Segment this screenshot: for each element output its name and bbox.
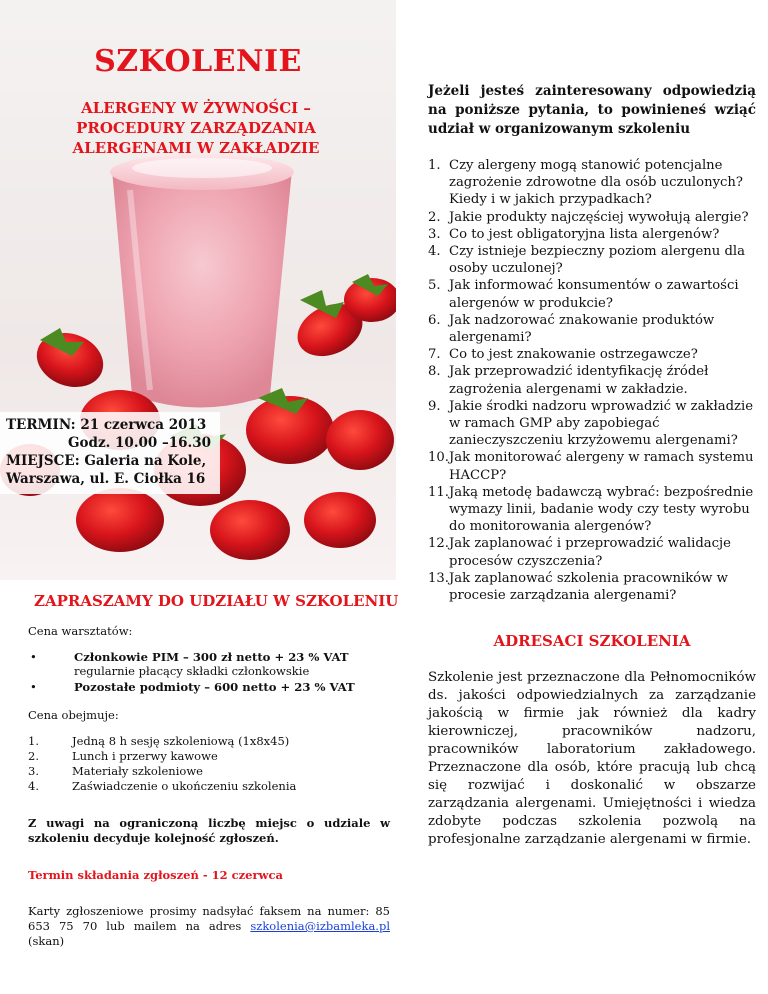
contact-suffix: (skan): [28, 934, 65, 948]
question-item: [428, 209, 756, 226]
question-text: Jakie środki nadzoru wprowadzić w zakładzie w ramach GMP aby zapobiegać zanieczyszczeniu krzyżowemu alergenami?: [449, 398, 754, 449]
question-item: [428, 449, 756, 483]
fee-item: [28, 680, 390, 694]
question-item: [428, 312, 756, 346]
includes-item: [28, 734, 390, 749]
includes-number: 1.: [28, 734, 39, 748]
event-date: TERMIN: 21 czerwca 2013: [6, 417, 207, 433]
question-text: Co to jest znakowanie ostrzegawcze?: [449, 347, 698, 363]
questions-list: [428, 157, 756, 604]
question-number: 2.: [428, 209, 441, 225]
includes-item: [28, 779, 390, 794]
question-text: Jaką metodę badawczą wybrać: bezpośrednie wymazy linii, badanie wody czy testy wyrobu do monitorowania alergenów?: [449, 484, 754, 535]
question-number: 3.: [428, 226, 441, 242]
email-link[interactable]: szkolenia@izbamleka.pl: [250, 919, 390, 933]
event-address: Warszawa, ul. E. Ciołka 16: [6, 471, 206, 487]
question-text: Jak nadzorować znakowanie produktów alergenami?: [449, 312, 715, 346]
question-number: 12.: [428, 536, 449, 552]
question-item: [428, 535, 756, 569]
fee-members: Członkowie PIM – 300 zł netto + 23 % VAT: [74, 650, 349, 664]
event-hours: Godz. 10.00 –16.30: [68, 435, 212, 451]
question-number: 1.: [428, 158, 441, 173]
question-item: [428, 570, 756, 604]
includes-number: 4.: [28, 779, 39, 793]
fees-list: [28, 650, 390, 694]
fee-others: Pozostałe podmioty – 600 netto + 23 % VAT: [74, 680, 355, 694]
question-number: 7.: [428, 347, 441, 363]
contact-text: Karty zgłoszeniowe prosimy nadsyłać faksem na numer: 85 653 75 70 lub mailem na adres: [28, 904, 390, 933]
question-text: Czy istnieje bezpieczny poziom alergenu dla osoby uczulonej?: [449, 244, 746, 277]
includes-text: Jedną 8 h sesję szkoleniową (1x8x45): [72, 734, 290, 748]
question-text: Czy alergeny mogą stanowić potencjalne zagrożenie zdrowotne dla osób uczulonych? Kiedy i w jakich przypadkach?: [449, 158, 743, 208]
fee-members-note: regularnie płacący składki członkowskie: [74, 664, 310, 678]
includes-list: [28, 734, 390, 794]
deadline: Termin składania zgłoszeń - 12 czerwca: [28, 868, 283, 882]
includes-text: Lunch i przerwy kawowe: [72, 749, 218, 763]
question-text: Jak informować konsumentów o zawartości alergenów w produkcie?: [449, 278, 739, 311]
event-info-box: [0, 412, 220, 494]
question-item: [428, 157, 756, 209]
question-number: 10.: [428, 450, 449, 466]
addressees-heading: ADRESACI SZKOLENIA: [493, 632, 691, 650]
question-item: [428, 243, 756, 277]
questions-section: [428, 82, 756, 604]
question-item: [428, 363, 756, 397]
includes-number: 2.: [28, 749, 39, 763]
question-item: [428, 398, 756, 450]
bullet-icon: •: [30, 650, 37, 664]
question-text: Jak przeprowadzić identyfikację źródeł zagrożenia alergenami w zakładzie.: [449, 364, 709, 397]
questions-intro: Jeżeli jesteś zainteresowany odpowiedzią na poniższe pytania, to powinieneś wziąć udział w organizowanym szkoleniu: [428, 83, 756, 137]
question-item: [428, 277, 756, 311]
registration-note: Z uwagi na ograniczoną liczbę miejsc o udziale w szkoleniu decyduje kolejność zgłoszeń.: [28, 816, 390, 845]
question-text: Jak zaplanować i przeprowadzić walidacje procesów czyszczenia?: [449, 536, 731, 569]
includes-label: Cena obejmuje:: [28, 708, 119, 722]
question-number: 9.: [428, 398, 441, 414]
page-title: SZKOLENIE: [94, 44, 302, 79]
bullet-icon: •: [30, 680, 37, 694]
includes-text: Zaświadczenie o ukończeniu szkolenia: [72, 779, 297, 793]
question-number: 8.: [428, 364, 441, 380]
price-label: Cena warsztatów:: [28, 624, 133, 638]
question-text: Jak zaplanować szkolenia pracowników w procesie zarządzania alergenami?: [449, 570, 728, 604]
question-item: [428, 346, 756, 363]
includes-item: [28, 749, 390, 764]
question-text: Co to jest obligatoryjna lista alergenów?: [449, 226, 720, 242]
question-number: 13.: [428, 570, 449, 586]
includes-number: 3.: [28, 764, 39, 778]
question-number: 5.: [428, 278, 441, 294]
question-item: [428, 226, 756, 243]
includes-text: Materiały szkoleniowe: [72, 764, 203, 778]
event-venue: MIEJSCE: Galeria na Kole,: [6, 453, 207, 469]
question-number: 11.: [428, 484, 449, 500]
hero-panel: [0, 0, 396, 580]
question-number: 4.: [428, 244, 441, 260]
addressees-text: Szkolenie jest przeznaczone dla Pełnomocników ds. jakości odpowiedzialnych za zarządzanie jakością w firmie jak również dla kadry kierowniczej, pracowników nadzoru, pracowników laboratorium zakładowego. Przeznaczone dla osób, które pracują lub chcą się rozwijać i doskonalić w obszarze zarządzania alergenami. Umiejętności i wiedza zdobyte podczas szkolenia pozwolą na profesjonalne zarządzanie alergenami w firmie.: [428, 670, 756, 847]
question-item: [428, 484, 756, 536]
pricing-section: [28, 620, 390, 949]
question-text: Jakie produkty najczęściej wywołują alergie?: [449, 209, 749, 225]
invite-heading: ZAPRASZAMY DO UDZIAŁU W SZKOLENIU: [34, 592, 399, 610]
question-text: Jak monitorować alergeny w ramach systemu HACCP?: [449, 450, 754, 483]
training-topic: ALERGENY W ŻYWNOŚCI – PROCEDURY ZARZĄDZANIA ALERGENAMI W ZAKŁADZIE: [72, 99, 320, 157]
question-number: 6.: [428, 312, 441, 328]
fee-item: [28, 650, 390, 678]
contact-info: [28, 904, 390, 949]
includes-item: [28, 764, 390, 779]
